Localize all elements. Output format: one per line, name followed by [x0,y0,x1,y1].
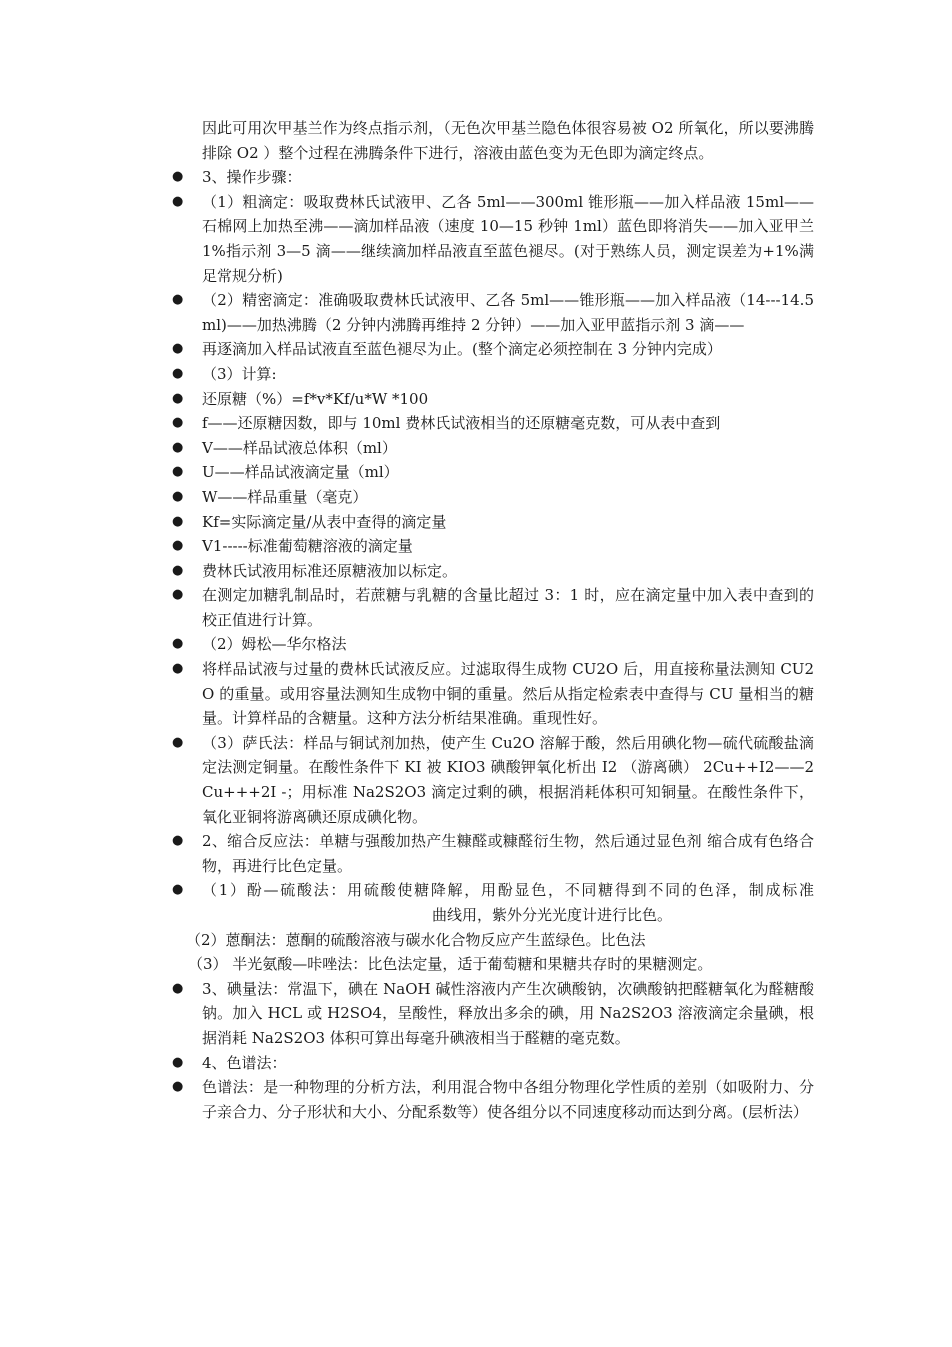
bullet-icon: ● [172,833,184,849]
bullet-icon: ● [172,587,184,603]
list-item-text: Kf=实际滴定量/从表中查得的滴定量 [202,512,447,531]
list-item-text: 在测定加糖乳制品时，若蔗糖与乳糖的含量比超过 3：1 时，应在滴定量中加入表中查到的校正值进行计算。 [202,586,814,629]
list-item-text: 4、色谱法： [202,1053,287,1072]
list-item [0,337,814,362]
bullet-icon: ● [172,464,184,480]
list-item-text: V1-----标准葡萄糖溶液的滴定量 [202,537,413,556]
bullet-icon: ● [172,390,184,406]
phenol-text-b: 曲线用，紫外分光光度计进行比色。 [432,906,673,924]
list-item [0,559,814,584]
list-item [0,436,814,461]
bullet-icon: ● [172,341,184,357]
list-item [0,1051,814,1076]
list-item [0,165,814,190]
bullet-icon: ● [172,193,184,209]
list-item [0,1075,814,1124]
list-item [0,460,814,485]
bullet-list [0,165,952,878]
bullet-icon: ● [172,734,184,750]
list-item-phenol-sulfuric [0,878,814,927]
bullet-icon: ● [172,1054,184,1070]
list-item-text: U——样品试液滴定量（ml） [202,463,399,482]
bullet-icon: ● [172,488,184,504]
list-item [0,632,814,657]
list-item-text: （1）粗滴定：吸取费林氏试液甲、乙各 5ml——300ml 锥形瓶——加入样品液 15ml——石棉网上加热至沸——滴加样品液（速度 10—15 秒钟 1ml）蓝色即将消失——加入亚甲兰 1%指示剂 3—5 滴——继续滴加样品液直至蓝色褪尽。(对于熟练人员，测定误差为+1%满足常规分析) [202,192,814,285]
document-body [0,116,952,1124]
bullet-icon: ● [172,980,184,996]
phenol-text-a: （1）酚—硫酸法：用硫酸使糖降解，用酚显色，不同糖得到不同的色泽，制成标准 [202,881,814,900]
list-item-text: 费林氏试液用标准还原糖液加以标定。 [202,561,458,580]
list-item-text: W——样品重量（毫克） [202,487,368,506]
list-item-text: 2、缩合反应法：单糖与强酸加热产生糠醛或糠醛衍生物，然后通过显色剂 缩合成有色络合物，再进行比色定量。 [202,832,814,875]
list-item [0,411,814,436]
intro-paragraph: 因此可用次甲基兰作为终点指示剂，（无色次甲基兰隐色体很容易被 O2 所氧化，所以要沸腾排除 O2 ）整个过程在沸腾条件下进行，溶液由蓝色变为无色即为滴定终点。 [202,119,814,162]
list-item [0,190,814,288]
list-item [0,362,814,387]
sub-paragraph-cysteine-carbazole: （3） 半光氨酸—咔唑法：比色法定量，适于葡萄糖和果糖共存时的果糖测定。 [188,955,713,974]
list-item-text: 色谱法：是一种物理的分析方法，利用混合物中各组分物理化学性质的差别（如吸附力、分子亲合力、分子形状和大小、分配系数等）使各组分以不同速度移动而达到分离。(层析法） [202,1078,814,1121]
bullet-icon: ● [172,882,184,898]
list-item-text: V——样品试液总体积（ml） [202,438,397,457]
sub-paragraph-anthrone: （2）蒽酮法：蒽酮的硫酸溶液与碳水化合物反应产生蓝绿色。比色法 [186,930,646,949]
list-item-text: （2）姆松—华尔格法 [202,635,347,654]
bullet-icon: ● [172,538,184,554]
bullet-list-tail [0,977,952,1125]
list-item-text: 还原糖（%）=f*v*Kf/u*W *100 [202,389,429,408]
bullet-icon: ● [172,292,184,308]
bullet-icon: ● [172,1079,184,1095]
bullet-icon: ● [172,415,184,431]
list-item [0,485,814,510]
bullet-icon: ● [172,365,184,381]
bullet-icon: ● [172,636,184,652]
list-item-text: （2）精密滴定：准确吸取费林氏试液甲、乙各 5ml——锥形瓶——加入样品液（14---14.5ml)——加热沸腾（2 分钟内沸腾再维持 2 分钟）——加入亚甲蓝指示剂 3 滴—— [202,291,814,334]
bullet-icon: ● [172,562,184,578]
list-item-text: f——还原糖因数，即与 10ml 费林氏试液相当的还原糖毫克数，可从表中查到 [202,414,721,433]
bullet-icon: ● [172,661,184,677]
list-item-text: （3）萨氏法：样品与铜试剂加热，使产生 Cu2O 溶解于酸，然后用碘化物—硫代硫酸盐滴定法测定铜量。在酸性条件下 KI 被 KIO3 碘酸钾氧化析出 I2 （游离碘） 2Cu++I2——2Cu+++2I -；用标准 Na2S2O3 滴定过剩的碘，根据消耗体积可知铜量。在酸性条件下，氧化亚铜将游离碘还原成碘化物。 [202,733,814,826]
bullet-icon: ● [172,513,184,529]
list-item [0,657,814,731]
list-item [0,510,814,535]
list-item-text: 3、操作步骤： [202,168,302,187]
list-item [0,583,814,632]
list-item [0,534,814,559]
list-item [0,829,814,878]
bullet-icon: ● [172,169,184,185]
bullet-icon: ● [172,439,184,455]
list-item [0,731,814,829]
list-item-text: 将样品试液与过量的费林氏试液反应。过滤取得生成物 CU2O 后，用直接称量法测知 CU2O 的重量。或用容量法测知生成物中铜的重量。然后从指定检索表中查得与 CU 量相当的糖量。计算样品的含糖量。这种方法分析结果准确。重现性好。 [202,660,814,728]
list-item [0,288,814,337]
list-item-text: 再逐滴加入样品试液直至蓝色褪尽为止。(整个滴定必须控制在 3 分钟内完成） [202,340,722,359]
list-item [0,387,814,412]
list-item [0,977,814,1051]
list-item-text: 3、碘量法：常温下，碘在 NaOH 碱性溶液内产生次碘酸钠，次碘酸钠把醛糖氧化为醛糖酸钠。加入 HCL 或 H2SO4，呈酸性，释放出多余的碘，用 Na2S2O3 溶液滴定余量碘，根据消耗 Na2S2O3 体积可算出每毫升碘液相当于醛糖的毫克数。 [202,979,814,1047]
list-item-text: （3）计算: [202,364,277,383]
